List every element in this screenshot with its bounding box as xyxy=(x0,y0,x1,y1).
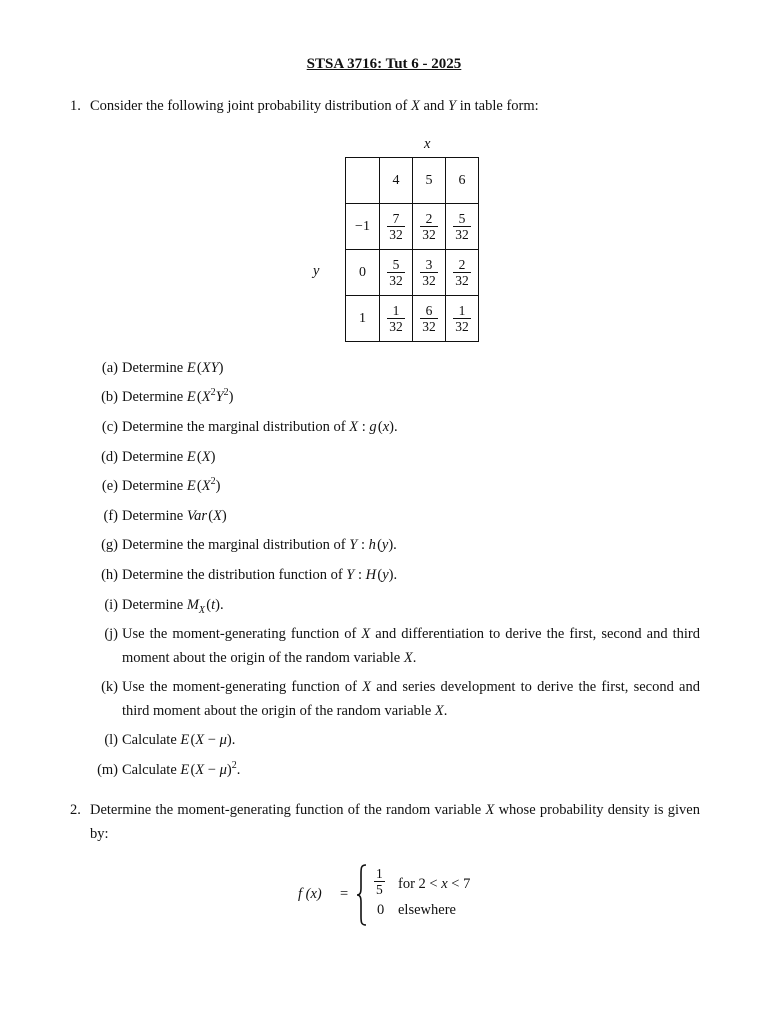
case-1-value: $\frac{1}{5}$ xyxy=(376,866,383,897)
part-a: (a) Determine E (XY) xyxy=(101,360,224,376)
table-y-label: y xyxy=(313,263,320,279)
case-2-condition: elsewhere xyxy=(398,902,456,918)
table-row xyxy=(346,296,479,342)
table-header-cell: 5 xyxy=(413,158,446,204)
question-1 xyxy=(70,94,700,118)
table-cell: $\frac{3}{32}$ xyxy=(413,250,446,296)
table-row-header: 0 xyxy=(346,250,380,296)
table-header-row xyxy=(346,158,479,204)
case-2-value: 0 xyxy=(377,902,385,918)
part-b: (b) Determine E $(X^2Y^2)$ xyxy=(101,387,234,405)
page-title: STSA 3716: Tut 6 - 2025 xyxy=(306,56,462,72)
case-1-condition: for 2 < x < 7 xyxy=(398,876,471,892)
table-cell: $\frac{5}{32}$ xyxy=(380,250,413,296)
part-i: (i) Determine $M_X$ (t). xyxy=(104,597,224,616)
question-text: Consider the following joint probability distribution of X and Y in table form: xyxy=(90,98,539,114)
part-f: (f) Determine Var (X) xyxy=(103,508,227,524)
part-e: (e) Determine E $(X^2)$ xyxy=(101,476,221,494)
table-cell: $\frac{2}{32}$ xyxy=(413,204,446,250)
part-j: (j) Use the moment-generating function of X and differentiation to derive the first, second and third moment about the origin of the random variable X. xyxy=(104,626,700,666)
table-cell: $\frac{6}{32}$ xyxy=(413,296,446,342)
table-header-cell: 4 xyxy=(380,158,413,204)
part-g: (g) Determine the marginal distribution of Y : h (y). xyxy=(101,537,397,553)
question-text: Determine the moment-generating function of the random variable X whose probability density is given by: xyxy=(90,802,700,842)
table-row xyxy=(346,204,479,250)
part-h: (h) Determine the distribution function of Y : H (y). xyxy=(101,567,398,583)
joint-probability-table xyxy=(345,157,479,342)
table-corner-cell xyxy=(346,158,380,204)
table-cell: $\frac{5}{32}$ xyxy=(446,204,479,250)
part-c: (c) Determine the marginal distribution of X : g (x). xyxy=(101,419,398,435)
table-cell: $\frac{7}{32}$ xyxy=(380,204,413,250)
table-row-header: −1 xyxy=(346,204,380,250)
equals-sign: = xyxy=(340,886,349,902)
table-row-header: 1 xyxy=(346,296,380,342)
question-2 xyxy=(70,798,700,846)
table-cell: $\frac{2}{32}$ xyxy=(446,250,479,296)
left-brace-icon xyxy=(356,864,368,926)
part-m: (m) Calculate E $(X - \mu)^2$. xyxy=(97,760,241,778)
table-row xyxy=(346,250,479,296)
table-x-label: x xyxy=(424,136,431,152)
part-l: (l) Calculate E (X − μ). xyxy=(104,732,236,748)
function-lhs: f (x) xyxy=(298,886,322,902)
table-cell: $\frac{1}{32}$ xyxy=(380,296,413,342)
part-k: (k) Use the moment-generating function of X and series development to derive the first, second and third moment about the origin of the random variable X. xyxy=(101,679,700,719)
part-d: (d) Determine E (X) xyxy=(101,449,216,465)
table-cell: $\frac{1}{32}$ xyxy=(446,296,479,342)
question-number: 1. xyxy=(70,98,81,114)
question-number: 2. xyxy=(70,802,81,818)
table-header-cell: 6 xyxy=(446,158,479,204)
